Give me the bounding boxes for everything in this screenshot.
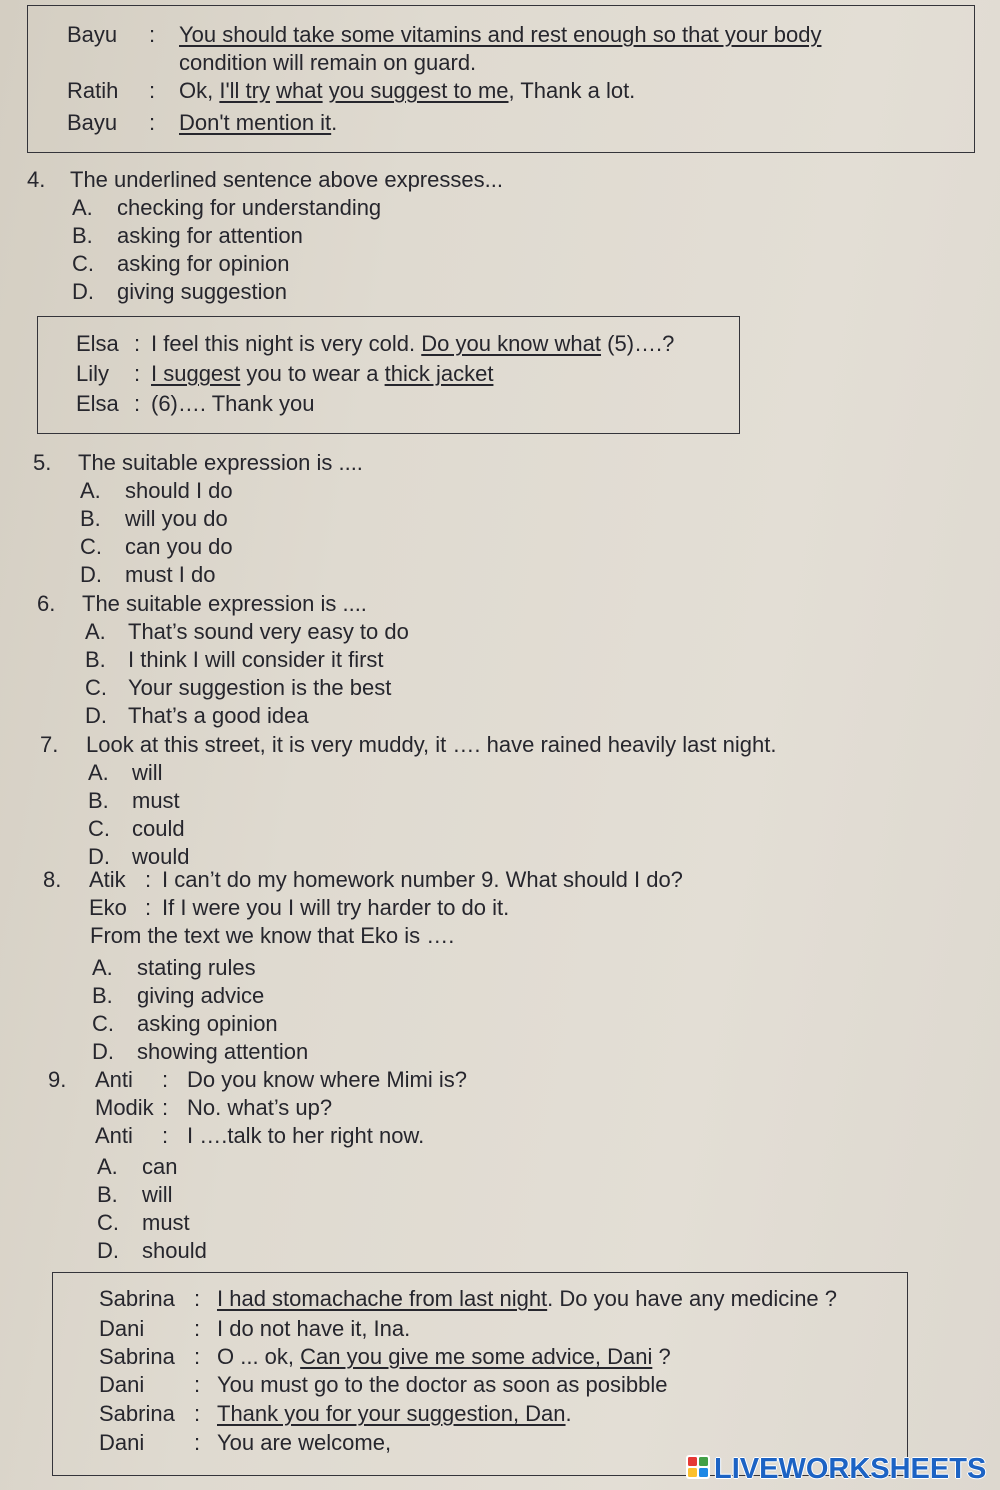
speaker-name: Bayu bbox=[67, 22, 118, 47]
underlined-text: I suggest bbox=[151, 361, 241, 386]
option-a[interactable] bbox=[40, 759, 776, 787]
line-text bbox=[179, 49, 476, 77]
underlined-text: You should take some vitamins and rest enough so that your body bbox=[179, 22, 822, 47]
speaker-name: Bayu bbox=[67, 110, 118, 135]
option-a[interactable] bbox=[48, 1153, 207, 1181]
speaker-name: Anti bbox=[95, 1123, 133, 1148]
colon: : bbox=[145, 895, 152, 920]
plain-text: You must go to the doctor as soon as posibble bbox=[217, 1372, 668, 1397]
line-text bbox=[217, 1429, 391, 1457]
question-prompt: The suitable expression is .... bbox=[78, 450, 363, 475]
option-text: must bbox=[142, 1210, 190, 1235]
question-prompt: The suitable expression is .... bbox=[82, 591, 367, 616]
underlined-text: what bbox=[276, 78, 323, 103]
option-c[interactable] bbox=[27, 250, 503, 278]
line-text: Do you know where Mimi is? bbox=[187, 1067, 467, 1092]
option-letter: A. bbox=[72, 195, 93, 220]
question-7 bbox=[40, 731, 776, 871]
question-prompt-row bbox=[40, 731, 776, 759]
speaker-name: Elsa bbox=[76, 391, 119, 416]
option-a[interactable] bbox=[27, 194, 503, 222]
option-b[interactable] bbox=[40, 787, 776, 815]
option-c[interactable] bbox=[43, 1010, 454, 1038]
plain-text: I feel this night is very cold. bbox=[151, 331, 416, 356]
underlined-text: Thank you for your suggestion, Dan bbox=[217, 1401, 566, 1426]
colon: : bbox=[162, 1123, 169, 1148]
option-text: That’s sound very easy to do bbox=[128, 619, 409, 644]
question-prompt: From the text we know that Eko is …. bbox=[90, 923, 455, 948]
option-letter: C. bbox=[92, 1011, 114, 1036]
question-number: 8. bbox=[43, 867, 62, 892]
plain-text: , Thank a lot. bbox=[508, 78, 636, 103]
line-text bbox=[151, 390, 314, 418]
option-letter: A. bbox=[92, 955, 113, 980]
option-c[interactable] bbox=[48, 1209, 207, 1237]
blank-5: (5)….? bbox=[607, 331, 675, 356]
speaker-name: Elsa bbox=[76, 331, 119, 356]
option-letter: B. bbox=[97, 1182, 118, 1207]
option-text: giving advice bbox=[137, 983, 265, 1008]
option-d[interactable] bbox=[43, 1038, 454, 1066]
colon: : bbox=[134, 361, 141, 386]
colon: : bbox=[145, 867, 152, 892]
speaker-name: Dani bbox=[99, 1316, 145, 1341]
underlined-text: Don't mention it bbox=[179, 110, 332, 135]
option-letter: C. bbox=[72, 251, 94, 276]
dialog-line bbox=[48, 1122, 425, 1150]
option-letter: D. bbox=[72, 279, 94, 304]
option-letter: D. bbox=[85, 703, 107, 728]
option-d[interactable] bbox=[27, 278, 503, 306]
line-text bbox=[179, 109, 337, 137]
option-letter: D. bbox=[97, 1238, 119, 1263]
speaker-name: Atik bbox=[89, 867, 126, 892]
speaker-name: Dani bbox=[99, 1430, 145, 1455]
option-d[interactable] bbox=[48, 1237, 207, 1265]
option-letter: D. bbox=[88, 844, 110, 869]
question-8 bbox=[43, 866, 683, 1066]
question-prompt-row bbox=[37, 590, 409, 618]
line-text bbox=[151, 360, 493, 388]
dialog-line bbox=[43, 894, 510, 922]
plain-text: You are welcome, bbox=[217, 1430, 392, 1455]
option-text: showing attention bbox=[137, 1039, 309, 1064]
colon: : bbox=[194, 1372, 201, 1397]
line-text bbox=[217, 1371, 667, 1399]
option-text: can you do bbox=[125, 534, 233, 559]
option-text: Your suggestion is the best bbox=[128, 675, 392, 700]
dialog-line bbox=[48, 1066, 467, 1094]
colon: : bbox=[162, 1095, 169, 1120]
line-text bbox=[179, 77, 635, 105]
colon: : bbox=[134, 331, 141, 356]
option-text: would bbox=[132, 844, 190, 869]
question-5 bbox=[33, 449, 363, 589]
speaker-name: Sabrina bbox=[99, 1401, 175, 1426]
option-letter: A. bbox=[85, 619, 106, 644]
option-text: asking opinion bbox=[137, 1011, 278, 1036]
plain-text: . bbox=[565, 1401, 572, 1426]
question-number: 6. bbox=[37, 591, 56, 616]
colon: : bbox=[194, 1344, 201, 1369]
option-text: should bbox=[142, 1238, 207, 1263]
plain-text: condition will remain on guard. bbox=[179, 50, 477, 75]
option-c[interactable] bbox=[33, 533, 363, 561]
liveworksheets-brand-text: LIVEWORKSHEETS bbox=[714, 1453, 987, 1485]
option-b[interactable] bbox=[27, 222, 503, 250]
plain-text: ? bbox=[658, 1344, 671, 1369]
liveworksheets-logo-icon bbox=[686, 1455, 710, 1484]
question-6 bbox=[37, 590, 409, 730]
speaker-name: Ratih bbox=[67, 78, 119, 103]
option-letter: C. bbox=[85, 675, 107, 700]
plain-text: . Do you have any medicine ? bbox=[547, 1286, 838, 1311]
option-text: will bbox=[132, 760, 163, 785]
option-d[interactable] bbox=[37, 702, 409, 730]
line-text bbox=[217, 1400, 572, 1428]
speaker-name: Modik bbox=[95, 1095, 154, 1120]
line-text bbox=[217, 1315, 410, 1343]
speaker-name: Eko bbox=[89, 895, 127, 920]
option-letter: D. bbox=[92, 1039, 114, 1064]
colon: : bbox=[134, 391, 141, 416]
question-number: 5. bbox=[33, 450, 52, 475]
option-text: asking for opinion bbox=[117, 251, 290, 276]
plain-text: Ok, bbox=[179, 78, 214, 103]
line-text: No. what’s up? bbox=[187, 1095, 333, 1120]
question-number: 9. bbox=[48, 1067, 67, 1092]
option-letter: D. bbox=[80, 562, 102, 587]
underlined-text: thick jacket bbox=[384, 361, 494, 386]
colon: : bbox=[149, 78, 156, 103]
speaker-name: Dani bbox=[99, 1372, 145, 1397]
option-b[interactable] bbox=[33, 505, 363, 533]
plain-text: I do not have it, Ina. bbox=[217, 1316, 411, 1341]
speaker-name: Sabrina bbox=[99, 1344, 175, 1369]
option-c[interactable] bbox=[40, 815, 776, 843]
speaker-name: Lily bbox=[76, 361, 110, 386]
underlined-text: I'll try bbox=[219, 78, 270, 103]
line-text bbox=[217, 1285, 837, 1313]
option-letter: A. bbox=[88, 760, 109, 785]
question-prompt: Look at this street, it is very muddy, it …. have rained heavily last night. bbox=[86, 732, 777, 757]
dialog-line bbox=[48, 1094, 333, 1122]
line-text bbox=[217, 1343, 671, 1371]
option-d[interactable] bbox=[33, 561, 363, 589]
dialog-box-sabrina-dani bbox=[52, 1272, 908, 1476]
option-letter: A. bbox=[80, 478, 101, 503]
question-prompt-row bbox=[27, 166, 503, 194]
underlined-text: you suggest to me bbox=[328, 78, 509, 103]
colon: : bbox=[162, 1067, 169, 1092]
dialog-line bbox=[43, 866, 683, 894]
line-text: If I were you I will try harder to do it. bbox=[162, 895, 510, 920]
question-prompt-row bbox=[43, 922, 454, 950]
dialog-box-bayu-ratih bbox=[27, 5, 975, 153]
option-b[interactable] bbox=[37, 646, 409, 674]
underlined-text: Can you give me some advice, Dani bbox=[300, 1344, 653, 1369]
option-c[interactable] bbox=[37, 674, 409, 702]
option-text: asking for attention bbox=[117, 223, 303, 248]
option-letter: A. bbox=[97, 1154, 118, 1179]
line-text bbox=[151, 330, 674, 358]
option-text: can bbox=[142, 1154, 178, 1179]
option-letter: B. bbox=[80, 506, 101, 531]
colon: : bbox=[149, 22, 156, 47]
option-letter: B. bbox=[92, 983, 113, 1008]
option-text: I think I will consider it first bbox=[128, 647, 384, 672]
question-prompt-row bbox=[33, 449, 363, 477]
option-b[interactable] bbox=[48, 1181, 207, 1209]
option-text: checking for understanding bbox=[117, 195, 382, 220]
option-text: must bbox=[132, 788, 180, 813]
option-a[interactable] bbox=[33, 477, 363, 505]
option-text: should I do bbox=[125, 478, 233, 503]
blank-6: (6)…. Thank you bbox=[151, 391, 315, 416]
plain-text: O ... ok, bbox=[217, 1344, 295, 1369]
question-4 bbox=[27, 166, 503, 306]
colon: : bbox=[194, 1430, 201, 1455]
speaker-name: Sabrina bbox=[99, 1286, 175, 1311]
plain-text: . bbox=[331, 110, 338, 135]
option-letter: C. bbox=[80, 534, 102, 559]
option-text: will you do bbox=[125, 506, 228, 531]
option-text: giving suggestion bbox=[117, 279, 288, 304]
option-letter: B. bbox=[72, 223, 93, 248]
question-9 bbox=[48, 1066, 467, 1265]
colon: : bbox=[149, 110, 156, 135]
underlined-text: I had stomachache from last night bbox=[217, 1286, 548, 1311]
option-a[interactable] bbox=[43, 954, 454, 982]
option-b[interactable] bbox=[43, 982, 454, 1010]
line-text: I ….talk to her right now. bbox=[187, 1123, 425, 1148]
option-text: could bbox=[132, 816, 185, 841]
dialog-box-elsa-lily bbox=[37, 316, 740, 434]
line-text bbox=[179, 21, 821, 49]
liveworksheets-watermark[interactable] bbox=[686, 1452, 986, 1486]
speaker-name: Anti bbox=[95, 1067, 133, 1092]
option-letter: C. bbox=[88, 816, 110, 841]
option-a[interactable] bbox=[37, 618, 409, 646]
question-number: 7. bbox=[40, 732, 59, 757]
underlined-text: Do you know what bbox=[421, 331, 602, 356]
question-number: 4. bbox=[27, 167, 46, 192]
option-text: must I do bbox=[125, 562, 216, 587]
option-text: stating rules bbox=[137, 955, 256, 980]
colon: : bbox=[194, 1401, 201, 1426]
plain-text: you to wear a bbox=[246, 361, 379, 386]
option-letter: B. bbox=[85, 647, 106, 672]
colon: : bbox=[194, 1316, 201, 1341]
option-text: That’s a good idea bbox=[128, 703, 309, 728]
option-text: will bbox=[142, 1182, 173, 1207]
option-letter: C. bbox=[97, 1210, 119, 1235]
option-letter: B. bbox=[88, 788, 109, 813]
question-prompt: The underlined sentence above expresses... bbox=[70, 167, 503, 192]
colon: : bbox=[194, 1286, 201, 1311]
line-text: I can’t do my homework number 9. What should I do? bbox=[162, 867, 683, 892]
